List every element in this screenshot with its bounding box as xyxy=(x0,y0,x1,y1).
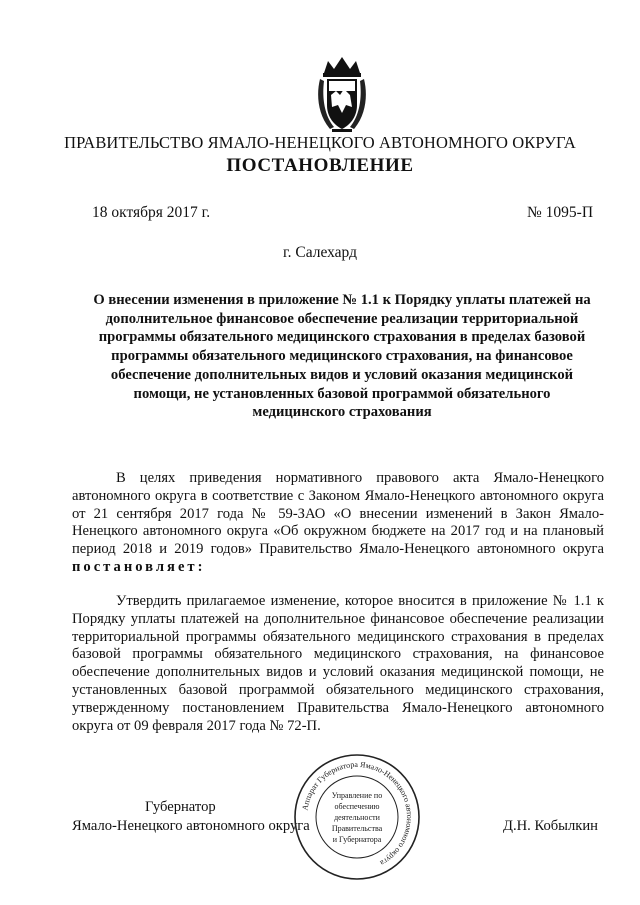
official-stamp xyxy=(292,752,422,882)
stamp-line-2: обеспечению xyxy=(334,802,380,811)
stamp-line-3: деятельности xyxy=(334,813,380,822)
paragraph-resolution: Утвердить прилагаемое изменение, которое вносится в приложение № 1.1 к Порядку уплаты платежей на дополнительное финансовое обеспечение реализации территориальной программы обязательного медицинского страхования в пределах базовой программы обязательного медицинского страхования, на финансовое обеспечение дополнительных видов и условий оказания медицинской помощи, не установленных базовой программой обязательного медицинского страхования, утвержденному постановлением Правительства Ямало-Ненецкого автономного округа от 09 февраля 2017 года № 72-П. xyxy=(72,593,604,734)
document-date: 18 октября 2017 г. xyxy=(92,204,211,221)
stamp-line-1: Управление по xyxy=(331,791,383,800)
signatory-position-line2: Ямало-Ненецкого автономного округа xyxy=(72,818,310,834)
document-type: ПОСТАНОВЛЕНИЕ xyxy=(226,155,414,176)
coat-of-arms-icon xyxy=(314,55,370,137)
stamp-ring-text: Аппарат Губернатора Ямало-Ненецкого автономного округа xyxy=(300,759,415,868)
organization-name: ПРАВИТЕЛЬСТВО ЯМАЛО-НЕНЕЦКОГО АВТОНОМНОГО ОКРУГА xyxy=(64,133,576,152)
preamble-text: В целях приведения нормативного правового акта Ямало-Ненецкого автономного округа в соответствие с Законом Ямало-Ненецкого автономного округа от 21 сентября 2017 года № 59-ЗАО «О внесении изменений в Закон Ямало-Ненецкого автономного округа «Об окружном бюджете на 2017 год и на плановый период 2018 и 2019 годов» Правительство Ямало-Ненецкого автономного округа xyxy=(72,470,604,558)
signatory-position-line1: Губернатор xyxy=(145,799,216,815)
signatory-name: Д.Н. Кобылкин xyxy=(503,818,598,834)
resolution-keyword: постановляет: xyxy=(72,558,206,575)
paragraph-preamble xyxy=(72,470,604,577)
document-number: № 1095-П xyxy=(527,204,594,221)
document-title: О внесении изменения в приложение № 1.1 к Порядку уплаты платежей на дополнительное финансовое обеспечение реализации территориальной программы обязательного медицинского страхования в пределах базовой программы обязательного медицинского страхования, на финансовое обеспечение дополнительных видов и условий оказания медицинской помощи, не установленных базовой программой обязательного медицинского страхования xyxy=(93,292,591,421)
stamp-line-5: и Губернатора xyxy=(332,835,382,844)
document-city: г. Салехард xyxy=(283,244,357,261)
stamp-line-4: Правительства xyxy=(331,824,383,833)
